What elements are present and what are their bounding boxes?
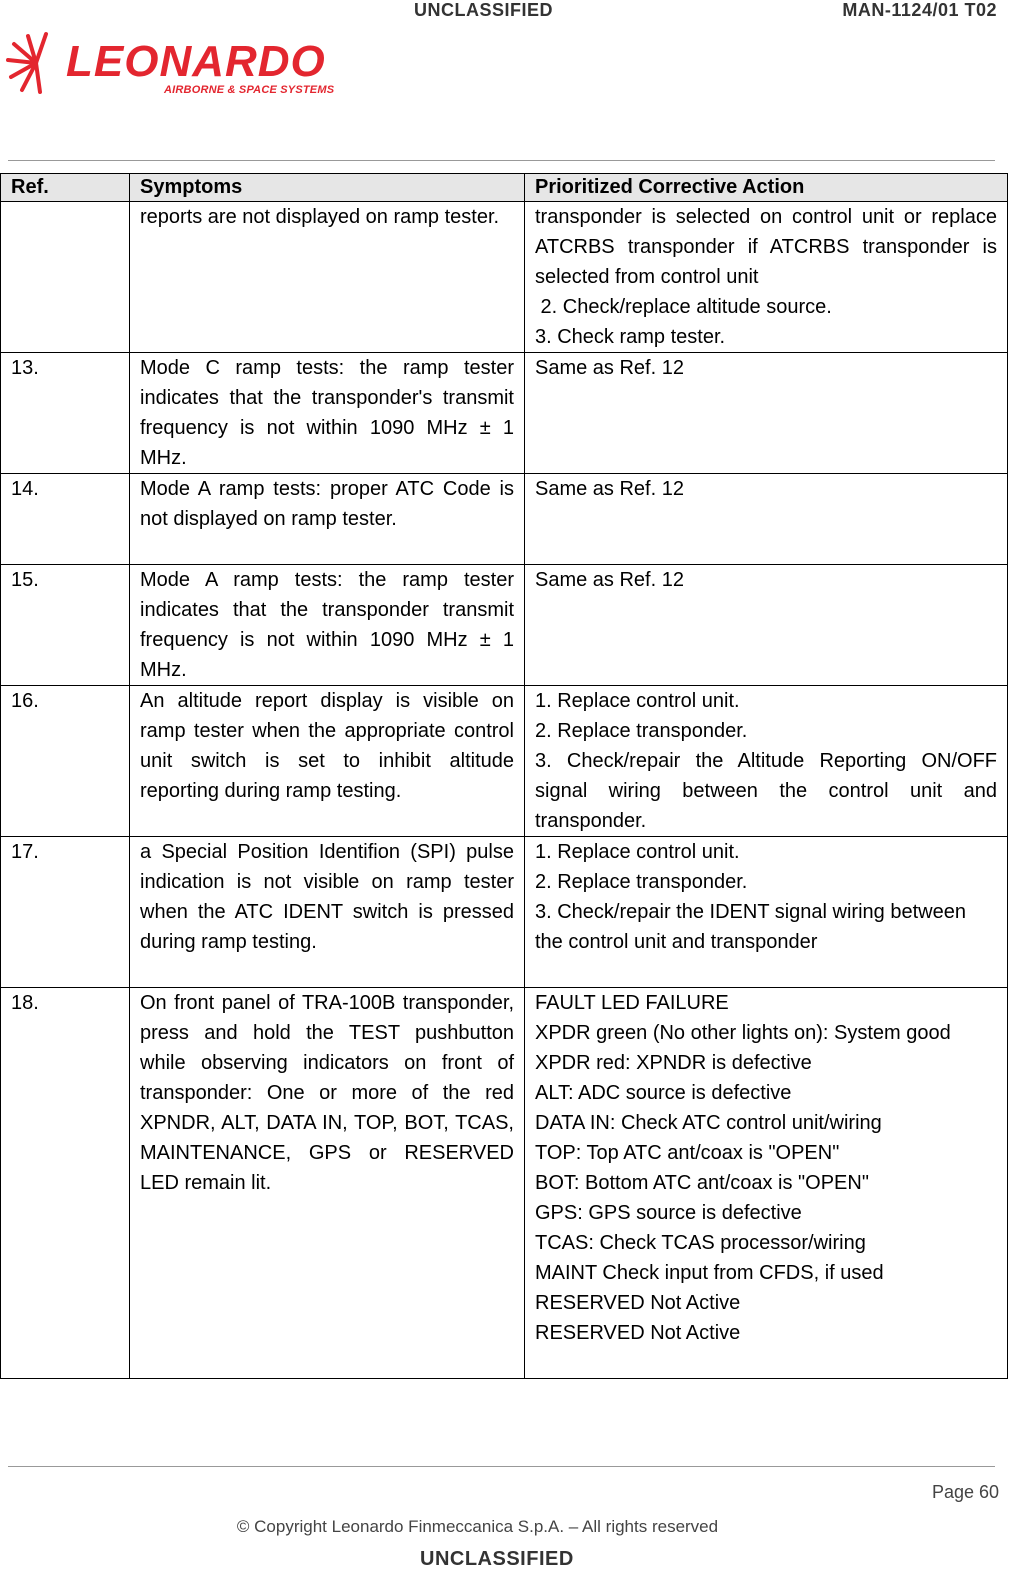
action-line: 2. Replace transponder. (535, 871, 748, 893)
ref-cell: 17. (1, 837, 130, 988)
action-cell (525, 988, 1008, 1379)
table-row (1, 353, 1008, 474)
table-row (1, 837, 1008, 988)
action-line: 3. Check/repair the Altitude Reporting ON/OFF signal wiring between the control unit and transponder. (535, 750, 997, 832)
action-line: FAULT LED FAILURE (535, 992, 729, 1014)
action-line: 1. Replace control unit. (535, 841, 740, 863)
symptoms-cell: reports are not displayed on ramp tester. (130, 202, 525, 353)
table-header-row (1, 174, 1008, 202)
action-line: 3. Check/repair the IDENT signal wiring between the control unit and transponder (535, 901, 966, 953)
action-cell (525, 353, 1008, 474)
logo-subtitle: AIRBORNE & SPACE SYSTEMS (164, 84, 335, 96)
action-line: BOT: Bottom ATC ant/coax is "OPEN" (535, 1172, 869, 1194)
action-line: Same as Ref. 12 (535, 478, 684, 500)
table-row (1, 686, 1008, 837)
ref-cell (1, 202, 130, 353)
action-line: GPS: GPS source is defective (535, 1202, 802, 1224)
action-line: DATA IN: Check ATC control unit/wiring (535, 1112, 882, 1134)
page-number: Page 60 (931, 1482, 999, 1502)
leonardo-logo (6, 30, 336, 102)
table-row (1, 474, 1008, 565)
symptoms-cell: An altitude report display is visible on ramp tester when the appropriate control unit switch is set to inhibit altitude reporting during ramp testing. (130, 686, 525, 837)
table-row (1, 565, 1008, 686)
action-line: 1. Replace control unit. (535, 690, 740, 712)
copyright-notice: © Copyright Leonardo Finmeccanica S.p.A. – All rights reserved (236, 1517, 719, 1536)
header-classification: UNCLASSIFIED (414, 0, 554, 20)
leonardo-logo-mark-icon (6, 30, 62, 96)
column-header-ref: Ref. (1, 174, 130, 202)
troubleshooting-table (0, 173, 1008, 1379)
action-line: Same as Ref. 12 (535, 357, 684, 379)
action-line: TCAS: Check TCAS processor/wiring (535, 1232, 866, 1254)
ref-cell: 16. (1, 686, 130, 837)
action-line: Same as Ref. 12 (535, 569, 684, 591)
table-row (1, 202, 1008, 353)
action-line: transponder is selected on control unit or replace ATCRBS transponder if ATCRBS transponder is selected from control unit (535, 206, 997, 288)
action-line: 2. Check/replace altitude source. (535, 296, 832, 318)
footer-classification: UNCLASSIFIED (420, 1548, 574, 1570)
logo-wordmark: LEONARDO (66, 37, 326, 86)
action-line: ALT: ADC source is defective (535, 1082, 792, 1104)
action-line: XPDR red: XPNDR is defective (535, 1052, 812, 1074)
ref-cell: 15. (1, 565, 130, 686)
header-divider (8, 160, 995, 161)
action-cell (525, 474, 1008, 565)
ref-cell: 18. (1, 988, 130, 1379)
ref-cell: 14. (1, 474, 130, 565)
document-id: MAN-1124/01 T02 (842, 0, 997, 20)
action-cell (525, 202, 1008, 353)
symptoms-cell: Mode A ramp tests: proper ATC Code is not displayed on ramp tester. (130, 474, 525, 565)
action-line: RESERVED Not Active (535, 1292, 741, 1314)
action-cell (525, 837, 1008, 988)
action-cell (525, 686, 1008, 837)
action-line: TOP: Top ATC ant/coax is "OPEN" (535, 1142, 840, 1164)
ref-cell: 13. (1, 353, 130, 474)
action-line: XPDR green (No other lights on): System good (535, 1022, 951, 1044)
table-row (1, 988, 1008, 1379)
action-line: RESERVED Not Active (535, 1322, 741, 1344)
symptoms-cell: Mode A ramp tests: the ramp tester indicates that the transponder transmit frequency is not within 1090 MHz ± 1 MHz. (130, 565, 525, 686)
symptoms-cell: Mode C ramp tests: the ramp tester indicates that the transponder's transmit frequency is not within 1090 MHz ± 1 MHz. (130, 353, 525, 474)
footer-divider (8, 1466, 995, 1467)
column-header-action: Prioritized Corrective Action (525, 174, 1008, 202)
action-line: MAINT Check input from CFDS, if used (535, 1262, 884, 1284)
column-header-symptoms: Symptoms (130, 174, 525, 202)
action-line: 2. Replace transponder. (535, 720, 748, 742)
symptoms-cell: On front panel of TRA-100B transponder, press and hold the TEST pushbutton while observing indicators on front of transponder: One or more of the red XPNDR, ALT, DATA IN, TOP, BOT, TCAS, MAINTENANCE, GPS or RESERVED LED remain lit. (130, 988, 525, 1379)
action-cell (525, 565, 1008, 686)
action-line: 3. Check ramp tester. (535, 326, 726, 348)
symptoms-cell: a Special Position Identifion (SPI) pulse indication is not visible on ramp tester when the ATC IDENT switch is pressed during ramp testing. (130, 837, 525, 988)
